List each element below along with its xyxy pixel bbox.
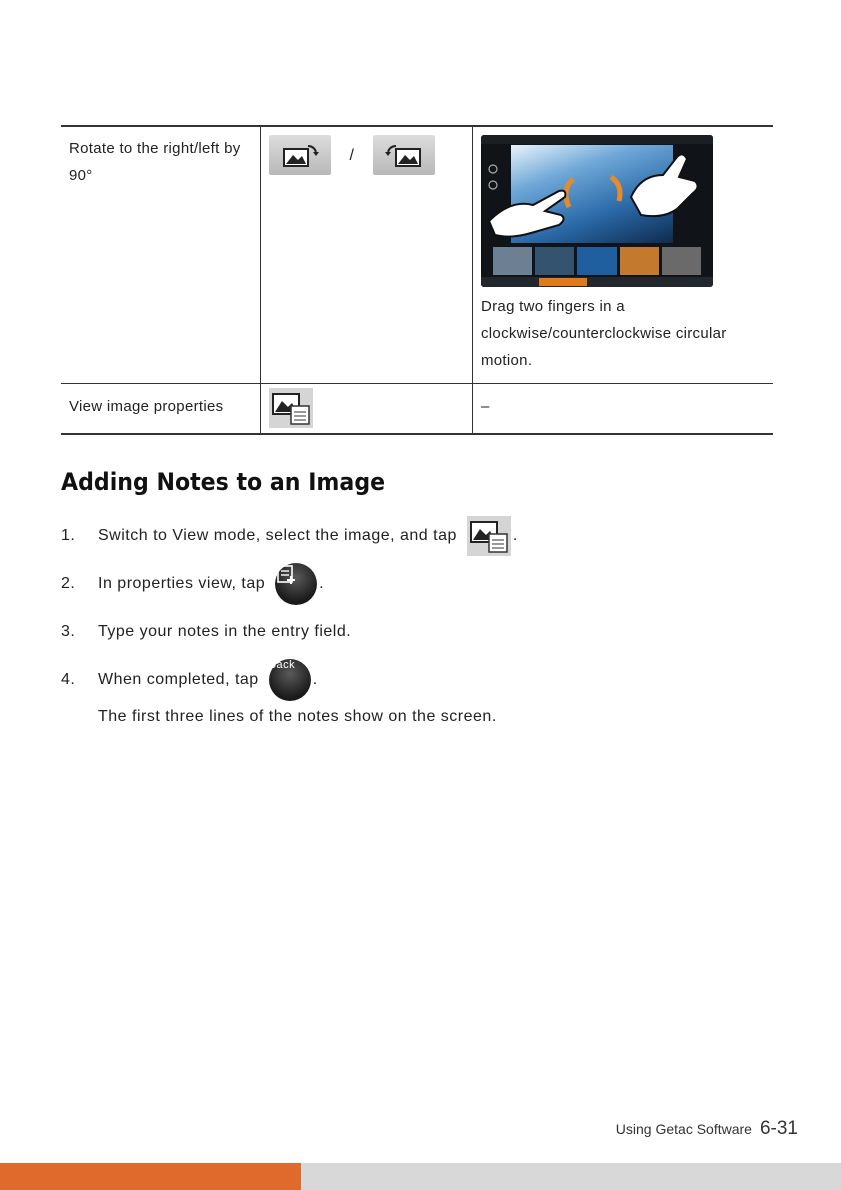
- step-text: In properties view, tap: [98, 575, 266, 592]
- tablet-rotate-gesture-illustration: [481, 135, 713, 287]
- step-number: 4.: [61, 671, 76, 688]
- icon-cell: [261, 127, 473, 383]
- action-cell: View image properties: [61, 384, 261, 433]
- action-cell: Rotate to the right/left by 90°: [61, 127, 261, 383]
- list-item: [61, 608, 761, 656]
- footer-band-grey: [301, 1163, 841, 1190]
- rotate-right-icon: [269, 135, 331, 175]
- step-text: Switch to View mode, select the image, and tap: [98, 527, 457, 544]
- step-text: When completed, tap: [98, 671, 259, 688]
- icon-cell: [261, 384, 473, 433]
- back-button-label: Back: [268, 659, 296, 671]
- image-properties-icon: [269, 388, 313, 428]
- step-end: .: [512, 527, 518, 544]
- gesture-cell: [473, 127, 773, 383]
- section-heading: Adding Notes to an Image: [61, 468, 386, 496]
- list-item: [61, 512, 761, 560]
- step-number: 1.: [61, 527, 76, 544]
- table-row: [61, 383, 773, 433]
- step-number: 3.: [61, 623, 76, 640]
- step-text: Type your notes in the entry field.: [98, 623, 352, 640]
- steps-list: [61, 512, 761, 726]
- step-end: .: [312, 671, 318, 688]
- step-number: 2.: [61, 575, 76, 592]
- step-note: The first three lines of the notes show on the screen.: [98, 708, 497, 725]
- image-properties-icon: [467, 516, 511, 556]
- table-row: [61, 127, 773, 383]
- add-note-icon: [275, 563, 317, 605]
- gesture-description: Drag two fingers in a clockwise/counterclockwise circular motion.: [481, 298, 727, 369]
- rotate-left-icon: [373, 135, 435, 175]
- list-item: [61, 560, 761, 608]
- gesture-table: [61, 125, 773, 435]
- list-item: [61, 656, 761, 704]
- page-number: 6-31: [759, 1118, 798, 1139]
- footer-label: Using Getac Software: [615, 1121, 752, 1137]
- footer-band-accent: [0, 1163, 301, 1190]
- page-footer: [616, 1118, 798, 1140]
- back-button-icon: [269, 659, 311, 701]
- gesture-cell: –: [481, 398, 490, 415]
- step-end: .: [319, 575, 325, 592]
- separator: /: [349, 146, 355, 164]
